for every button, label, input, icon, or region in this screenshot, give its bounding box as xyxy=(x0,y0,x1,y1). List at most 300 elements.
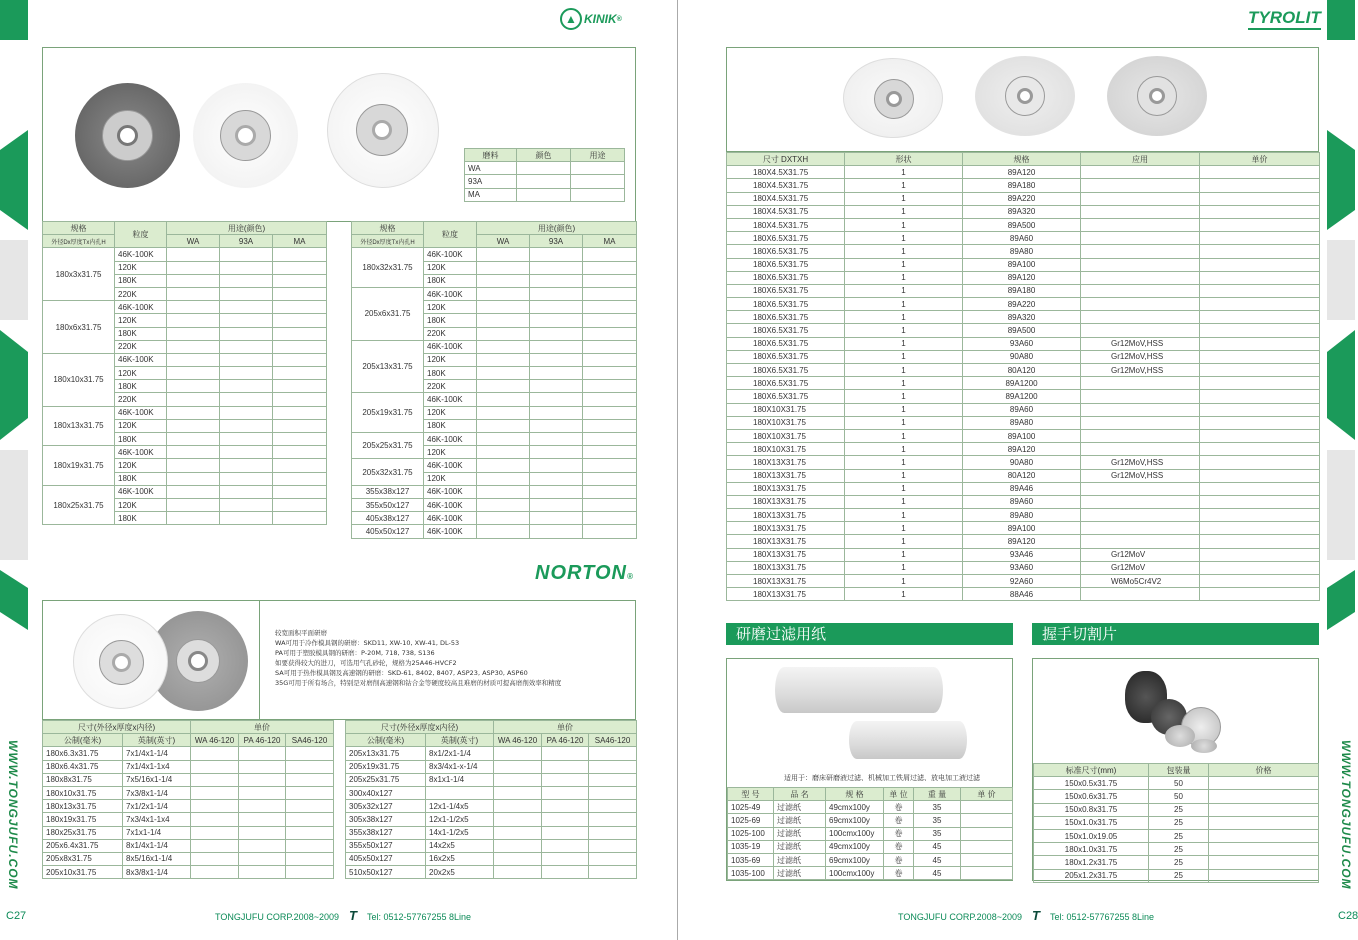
metric-cell: 510x50x127 xyxy=(346,866,426,879)
empty-cell xyxy=(1200,377,1320,390)
filter-cell: 过滤纸 xyxy=(774,853,826,866)
grit-cell: 120K xyxy=(424,472,477,485)
empty-cell xyxy=(167,367,220,380)
metric-cell: 180x6.3x31.75 xyxy=(43,747,123,760)
empty-cell xyxy=(220,340,273,353)
empty-cell xyxy=(273,353,327,366)
filter-cell: 1035-19 xyxy=(728,840,774,853)
tyrolit-cell xyxy=(1081,495,1200,508)
tyrolit-cell xyxy=(1081,205,1200,218)
empty-cell xyxy=(583,314,637,327)
table-row xyxy=(43,485,327,498)
tyrolit-cell xyxy=(1081,522,1200,535)
table-row xyxy=(346,826,637,839)
tyrolit-wheel-2 xyxy=(975,56,1075,136)
empty-cell xyxy=(167,498,220,511)
filter-cell xyxy=(961,827,1013,840)
empty-cell xyxy=(191,826,239,839)
grit-cell: 120K xyxy=(424,406,477,419)
empty-cell xyxy=(477,301,530,314)
filter-paper-box xyxy=(726,658,1013,881)
grit-cell: 180K xyxy=(424,419,477,432)
tyrolit-cell: 89A120 xyxy=(963,166,1081,179)
size-cell: 180x6x31.75 xyxy=(43,301,115,354)
empty-cell xyxy=(273,459,327,472)
use-header: 用途(颜色) xyxy=(167,222,327,235)
empty-cell xyxy=(220,446,273,459)
metric-cell: 205x13x31.75 xyxy=(346,747,426,760)
empty-cell xyxy=(273,512,327,525)
cut-cell xyxy=(1209,856,1319,869)
table-row xyxy=(728,827,1013,840)
empty-cell xyxy=(191,800,239,813)
table-row xyxy=(43,786,334,799)
grit-cell: 220K xyxy=(424,380,477,393)
empty-cell xyxy=(494,786,542,799)
empty-cell xyxy=(239,839,286,852)
table-row xyxy=(43,852,334,865)
inch-cell: 7x1/4x1-1x4 xyxy=(123,760,191,773)
empty-cell xyxy=(220,274,273,287)
tyrolit-cell: 1 xyxy=(845,166,963,179)
metric-cell: 180x13x31.75 xyxy=(43,800,123,813)
use-col-header: MA xyxy=(583,235,637,248)
empty-cell xyxy=(220,406,273,419)
empty-cell xyxy=(1200,271,1320,284)
tyrolit-cell: 80A120 xyxy=(963,469,1081,482)
footer-logo-icon: T xyxy=(1031,908,1040,923)
grit-cell: 180K xyxy=(424,314,477,327)
tyrolit-cell: 89A180 xyxy=(963,179,1081,192)
empty-cell xyxy=(239,866,286,879)
table-row xyxy=(727,390,1320,403)
table-row xyxy=(43,813,334,826)
empty-cell xyxy=(477,446,530,459)
tyrolit-cell: 1 xyxy=(845,416,963,429)
filter-note: 适用于：磨床研磨液过滤、机械加工铁屑过滤、放电加工液过滤 xyxy=(784,774,980,782)
size-cell: 180x25x31.75 xyxy=(43,485,115,525)
tyrolit-cell xyxy=(1081,324,1200,337)
table-row xyxy=(727,588,1320,601)
empty-cell xyxy=(1200,284,1320,297)
norton-product-box xyxy=(42,600,636,720)
norton-logo-text: NORTON xyxy=(535,562,627,584)
table-row xyxy=(728,801,1013,814)
price-col-header: WA 46-120 xyxy=(191,734,239,747)
empty-cell xyxy=(1200,245,1320,258)
footer xyxy=(215,908,471,923)
table-cell: 93A xyxy=(465,175,517,188)
tyrolit-cell: 180X4.5X31.75 xyxy=(727,179,845,192)
tyrolit-cell: 80A120 xyxy=(963,364,1081,377)
empty-cell xyxy=(530,393,583,406)
spec-table-1 xyxy=(42,221,327,525)
inch-cell xyxy=(426,786,494,799)
tyrolit-cell: Gr12MoV,HSS xyxy=(1081,469,1200,482)
cutting-disc-title: 握手切割片 xyxy=(1032,623,1319,645)
empty-cell xyxy=(583,459,637,472)
table-row xyxy=(43,301,327,314)
cut-cell: 150x0.6x31.75 xyxy=(1034,790,1149,803)
cut-cell: 25 xyxy=(1149,856,1209,869)
empty-cell xyxy=(1200,205,1320,218)
empty-cell xyxy=(1200,298,1320,311)
norton-table-left xyxy=(42,720,334,879)
filter-cell: 过滤纸 xyxy=(774,840,826,853)
footer-tel: Tel: 0512-57767255 8Line xyxy=(366,912,472,922)
inch-cell: 8x1x1-1/4 xyxy=(426,773,494,786)
table-row xyxy=(728,814,1013,827)
filter-header: 规 格 xyxy=(826,788,884,801)
empty-cell xyxy=(273,314,327,327)
tyrolit-cell: 1 xyxy=(845,588,963,601)
empty-cell xyxy=(589,839,637,852)
inch-cell: 8x5/16x1-1/4 xyxy=(123,852,191,865)
grit-header: 粒度 xyxy=(424,222,477,248)
table-row xyxy=(727,284,1320,297)
inch-cell: 8x3/4x1-x-1/4 xyxy=(426,760,494,773)
empty-cell xyxy=(542,800,589,813)
filter-cell xyxy=(961,853,1013,866)
empty-cell xyxy=(477,287,530,300)
price-col-header: WA 46-120 xyxy=(494,734,542,747)
table-row xyxy=(727,429,1320,442)
tyrolit-cell: 1 xyxy=(845,205,963,218)
grit-cell: 46K-100K xyxy=(424,525,477,538)
table-row xyxy=(43,773,334,786)
tyrolit-cell: 1 xyxy=(845,390,963,403)
cut-header: 价格 xyxy=(1209,764,1319,777)
metric-cell: 205x6.4x31.75 xyxy=(43,839,123,852)
empty-cell xyxy=(494,852,542,865)
empty-cell xyxy=(589,747,637,760)
inch-cell: 20x2x5 xyxy=(426,866,494,879)
size-cell: 205x13x31.75 xyxy=(352,340,424,393)
table-row xyxy=(727,469,1320,482)
empty-cell xyxy=(286,786,334,799)
use-header: 用途(颜色) xyxy=(477,222,637,235)
empty-cell xyxy=(542,826,589,839)
metric-cell: 355x38x127 xyxy=(346,826,426,839)
empty-cell xyxy=(1200,482,1320,495)
tyrolit-cell: 90A80 xyxy=(963,350,1081,363)
inch-cell: 7x3/4x1-1x4 xyxy=(123,813,191,826)
tyrolit-cell xyxy=(1081,311,1200,324)
empty-cell xyxy=(530,459,583,472)
empty-cell xyxy=(286,747,334,760)
tyrolit-cell: 180X13X31.75 xyxy=(727,575,845,588)
empty-cell xyxy=(191,773,239,786)
empty-cell xyxy=(167,353,220,366)
empty-cell xyxy=(477,340,530,353)
empty-cell xyxy=(494,747,542,760)
empty-cell xyxy=(583,485,637,498)
cut-cell: 150x1.0x19.05 xyxy=(1034,829,1149,842)
tyrolit-cell: 1 xyxy=(845,495,963,508)
filter-cell: 卷 xyxy=(884,840,914,853)
filter-cell: 过滤纸 xyxy=(774,827,826,840)
tyrolit-cell: 89A46 xyxy=(963,482,1081,495)
empty-cell xyxy=(477,261,530,274)
empty-cell xyxy=(286,826,334,839)
tyrolit-cell xyxy=(1081,535,1200,548)
tyrolit-cell: 1 xyxy=(845,324,963,337)
empty-cell xyxy=(239,800,286,813)
empty-cell xyxy=(239,773,286,786)
empty-cell xyxy=(167,393,220,406)
empty-cell xyxy=(239,786,286,799)
empty-cell xyxy=(530,274,583,287)
table-row xyxy=(727,179,1320,192)
table-cell: MA xyxy=(465,188,517,201)
empty-cell xyxy=(167,340,220,353)
inch-cell: 16x2x5 xyxy=(426,852,494,865)
empty-cell xyxy=(477,419,530,432)
grit-cell: 46K-100K xyxy=(424,393,477,406)
footer-corp: TONGJUFU CORP.2008~2009 xyxy=(898,912,1022,922)
table-row xyxy=(346,747,637,760)
tyrolit-cell: 93A46 xyxy=(963,548,1081,561)
empty-cell xyxy=(530,248,583,261)
empty-cell xyxy=(583,525,637,538)
filter-cell: 卷 xyxy=(884,801,914,814)
tyrolit-cell: 89A220 xyxy=(963,298,1081,311)
tyrolit-table xyxy=(726,152,1320,601)
table-row xyxy=(352,485,637,498)
table-row xyxy=(727,350,1320,363)
table-row xyxy=(43,406,327,419)
size-cell: 405x38x127 xyxy=(352,512,424,525)
empty-cell xyxy=(583,367,637,380)
tyrolit-cell: 1 xyxy=(845,218,963,231)
grit-cell: 46K-100K xyxy=(424,459,477,472)
empty-cell xyxy=(477,459,530,472)
table-row xyxy=(352,512,637,525)
tyrolit-cell: 1 xyxy=(845,311,963,324)
tyrolit-cell: 180X13X31.75 xyxy=(727,482,845,495)
inch-cell: 8x1/4x1-1/4 xyxy=(123,839,191,852)
empty-cell xyxy=(530,446,583,459)
empty-cell xyxy=(530,485,583,498)
empty-cell xyxy=(167,274,220,287)
filter-cell: 1025-49 xyxy=(728,801,774,814)
tyrolit-cell: 89A100 xyxy=(963,258,1081,271)
empty-cell xyxy=(477,353,530,366)
table-row xyxy=(728,853,1013,866)
empty-cell xyxy=(273,340,327,353)
page-number: C28 xyxy=(1338,910,1358,922)
footer xyxy=(898,908,1154,923)
desc-line: PA可用于塑胶模具钢的研磨：P-20M, 718, 738, S136 xyxy=(275,649,435,657)
kinik-emblem-icon: ▲ xyxy=(560,8,582,30)
empty-cell xyxy=(1200,429,1320,442)
empty-cell xyxy=(273,393,327,406)
cutting-disc-table xyxy=(1033,763,1319,883)
spec-sub-header: 外径Dx厚度Tx内孔H xyxy=(43,235,115,248)
table-row xyxy=(727,192,1320,205)
tyrolit-cell: 180X6.5X31.75 xyxy=(727,390,845,403)
empty-cell xyxy=(494,826,542,839)
tyrolit-cell: 93A60 xyxy=(963,561,1081,574)
table-row xyxy=(43,826,334,839)
tyrolit-cell: 92A60 xyxy=(963,575,1081,588)
tyrolit-cell: 88A46 xyxy=(963,588,1081,601)
tyrolit-cell: 89A80 xyxy=(963,416,1081,429)
metric-header: 公制(毫米) xyxy=(346,734,426,747)
empty-cell xyxy=(583,393,637,406)
empty-cell xyxy=(583,472,637,485)
empty-cell xyxy=(583,433,637,446)
table-row xyxy=(727,218,1320,231)
tyrolit-cell: 89A500 xyxy=(963,324,1081,337)
inch-cell: 14x2x5 xyxy=(426,839,494,852)
empty-cell xyxy=(1200,522,1320,535)
filter-cell: 1025-69 xyxy=(728,814,774,827)
tyrolit-cell: 1 xyxy=(845,298,963,311)
grit-cell: 120K xyxy=(424,446,477,459)
empty-cell xyxy=(583,406,637,419)
tyrolit-cell xyxy=(1081,403,1200,416)
empty-cell xyxy=(542,747,589,760)
empty-cell xyxy=(530,498,583,511)
tyrolit-header: 尺寸 DXTXH xyxy=(727,153,845,166)
filter-cell: 过滤纸 xyxy=(774,814,826,827)
cut-cell: 180x1.2x31.75 xyxy=(1034,856,1149,869)
size-header: 尺寸(外径x厚度x内径) xyxy=(346,721,494,734)
tyrolit-cell: 89A180 xyxy=(963,284,1081,297)
empty-cell xyxy=(1200,575,1320,588)
empty-cell xyxy=(494,773,542,786)
empty-cell xyxy=(477,393,530,406)
spec-table-2 xyxy=(351,221,637,539)
empty-cell xyxy=(477,498,530,511)
empty-cell xyxy=(167,433,220,446)
table-row xyxy=(1034,869,1319,882)
empty-cell xyxy=(220,485,273,498)
tyrolit-cell: 180X10X31.75 xyxy=(727,416,845,429)
empty-cell xyxy=(530,525,583,538)
empty-cell xyxy=(286,760,334,773)
empty-cell xyxy=(1200,509,1320,522)
size-cell: 180x19x31.75 xyxy=(43,446,115,486)
empty-cell xyxy=(530,353,583,366)
metric-cell: 180x6.4x31.75 xyxy=(43,760,123,773)
empty-cell xyxy=(1200,443,1320,456)
inch-cell: 7x3/8x1-1/4 xyxy=(123,786,191,799)
size-cell: 180x3x31.75 xyxy=(43,248,115,301)
tyrolit-cell: 89A320 xyxy=(963,311,1081,324)
tyrolit-cell: 180X13X31.75 xyxy=(727,456,845,469)
price-col-header: SA46-120 xyxy=(286,734,334,747)
table-row xyxy=(727,575,1320,588)
size-cell: 355x38x127 xyxy=(352,485,424,498)
empty-cell xyxy=(220,419,273,432)
table-row xyxy=(727,535,1320,548)
filter-cell: 过滤纸 xyxy=(774,867,826,880)
empty-cell xyxy=(220,393,273,406)
empty-cell xyxy=(583,498,637,511)
empty-cell xyxy=(286,839,334,852)
tyrolit-cell: 180X13X31.75 xyxy=(727,588,845,601)
tyrolit-cell: 180X6.5X31.75 xyxy=(727,284,845,297)
empty-cell xyxy=(542,866,589,879)
size-cell: 180x13x31.75 xyxy=(43,406,115,446)
empty-cell xyxy=(1200,416,1320,429)
size-cell: 205x19x31.75 xyxy=(352,393,424,433)
empty-cell xyxy=(530,406,583,419)
empty-cell xyxy=(167,406,220,419)
empty-cell xyxy=(273,380,327,393)
empty-cell xyxy=(589,760,637,773)
empty-cell xyxy=(191,866,239,879)
desc-line: 35G可用于所有场合，特别是对磨削高速钢和钴合金等硬度较高且难磨的材质可提高磨削效率和精度 xyxy=(275,679,562,687)
filter-cell: 100cmx100y xyxy=(826,867,884,880)
filter-cell: 1035-69 xyxy=(728,853,774,866)
filter-roll-image-1 xyxy=(775,667,943,713)
desc-line: WA可用于冷作模具钢的研磨：SKD11, XW-10, XW-41, DL-53 xyxy=(275,639,460,647)
table-row xyxy=(727,337,1320,350)
grit-cell: 180K xyxy=(424,367,477,380)
table-row xyxy=(727,232,1320,245)
table-row xyxy=(728,867,1013,880)
grit-cell: 120K xyxy=(115,261,167,274)
left-page xyxy=(0,0,677,940)
inch-header: 英制(英寸) xyxy=(426,734,494,747)
size-cell: 205x6x31.75 xyxy=(352,287,424,340)
empty-cell xyxy=(220,512,273,525)
inch-cell: 7x1/2x1-1/4 xyxy=(123,800,191,813)
table-row xyxy=(727,456,1320,469)
table-row xyxy=(1034,777,1319,790)
filter-cell: 卷 xyxy=(884,867,914,880)
tyrolit-cell xyxy=(1081,166,1200,179)
cut-header: 标准尺寸(mm) xyxy=(1034,764,1149,777)
tyrolit-cell: 1 xyxy=(845,535,963,548)
table-row xyxy=(727,522,1320,535)
metric-cell: 405x50x127 xyxy=(346,852,426,865)
inch-cell: 7x1x1-1/4 xyxy=(123,826,191,839)
filter-header: 重 量 xyxy=(914,788,961,801)
table-row xyxy=(1034,843,1319,856)
empty-cell xyxy=(167,380,220,393)
table-row xyxy=(727,377,1320,390)
filter-cell: 卷 xyxy=(884,853,914,866)
tyrolit-cell xyxy=(1081,218,1200,231)
table-row xyxy=(43,866,334,879)
side-website-text: WWW.TONGJUFU.COM xyxy=(6,740,20,890)
inch-cell: 14x1-1/2x5 xyxy=(426,826,494,839)
empty-cell xyxy=(530,472,583,485)
tyrolit-cell: 1 xyxy=(845,429,963,442)
tyrolit-cell: 89A100 xyxy=(963,429,1081,442)
table-row xyxy=(43,839,334,852)
wheel-image-white-2 xyxy=(327,73,439,188)
empty-cell xyxy=(530,287,583,300)
tyrolit-cell: 180X10X31.75 xyxy=(727,429,845,442)
empty-cell xyxy=(1200,166,1320,179)
filter-cell: 卷 xyxy=(884,827,914,840)
empty-cell xyxy=(167,301,220,314)
empty-cell xyxy=(1200,456,1320,469)
wheel-image-gray xyxy=(75,83,180,188)
cut-cell xyxy=(1209,777,1319,790)
table-row xyxy=(727,245,1320,258)
tyrolit-cell xyxy=(1081,482,1200,495)
empty-cell xyxy=(220,248,273,261)
grit-cell: 180K xyxy=(115,380,167,393)
empty-cell xyxy=(583,419,637,432)
grit-cell: 46K-100K xyxy=(115,485,167,498)
